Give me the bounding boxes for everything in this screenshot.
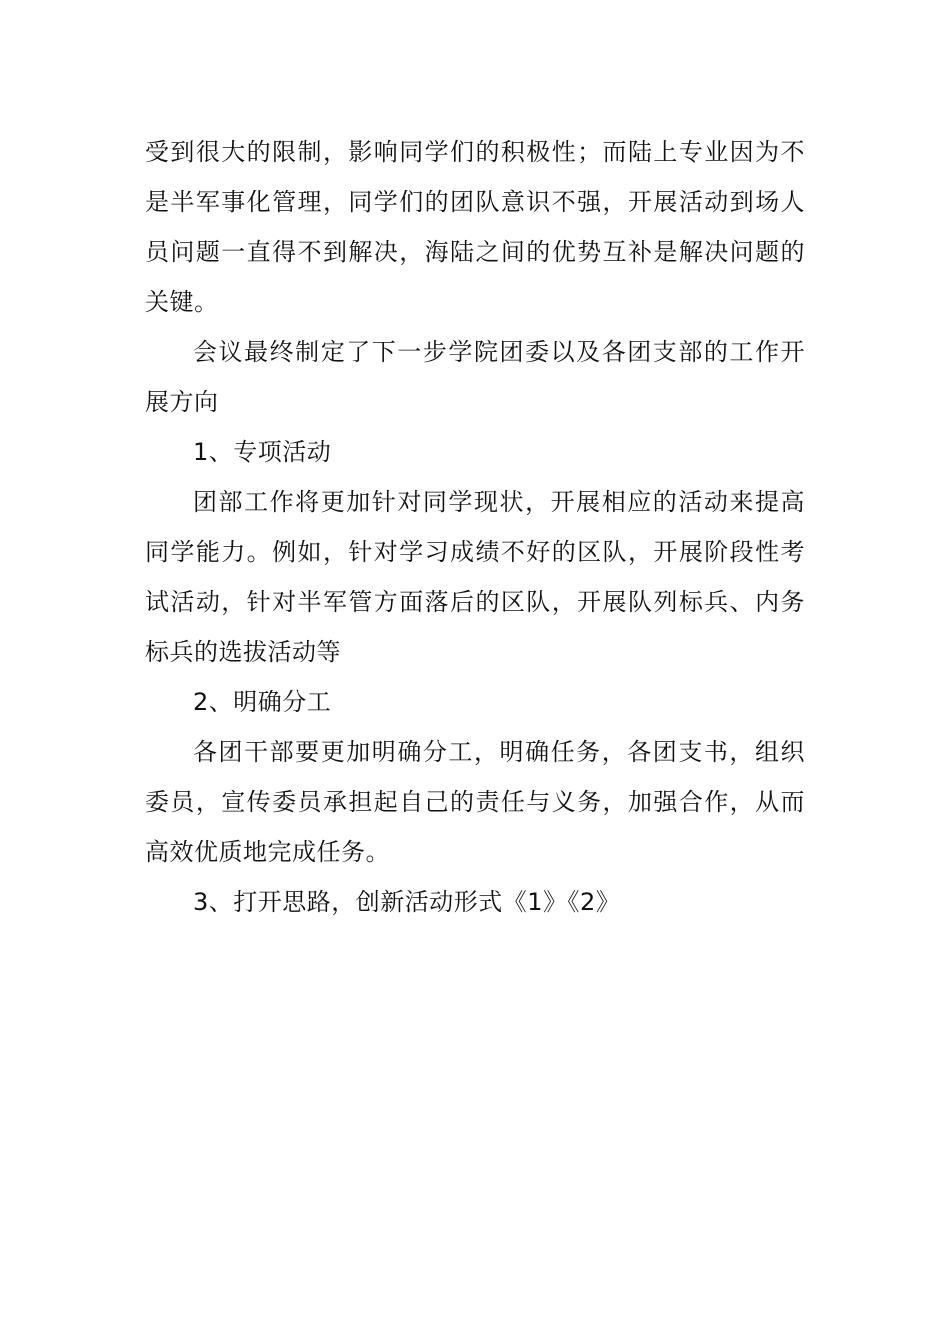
paragraph-continuation: 受到很大的限制，影响同学们的积极性；而陆上专业因为不是半军事化管理，同学们的团队意识不强，开展活动到场人员问题一直得不到解决，海陆之间的优势互补是解决问题的关键。 [145, 138, 805, 316]
paragraph-clear-division: 各团干部要更加明确分工，明确任务，各团支书，组织委员，宣传委员承担起自己的责任与义务，加强合作，从而高效优质地完成任务。 [145, 738, 805, 866]
document-body [145, 127, 805, 927]
heading-innovate-activities: 3、打开思路，创新活动形式《1》《2》 [193, 888, 621, 916]
heading-clear-division: 2、明确分工 [193, 688, 332, 716]
paragraph-meeting-direction: 会议最终制定了下一步学院团委以及各团支部的工作开展方向 [145, 338, 805, 416]
heading-special-activities: 1、专项活动 [193, 438, 332, 466]
paragraph-special-activities: 团部工作将更加针对同学现状，开展相应的活动来提高同学能力。例如，针对学习成绩不好的区队，开展阶段性考试活动，针对半军管方面落后的区队，开展队列标兵、内务标兵的选拔活动等 [145, 488, 805, 666]
